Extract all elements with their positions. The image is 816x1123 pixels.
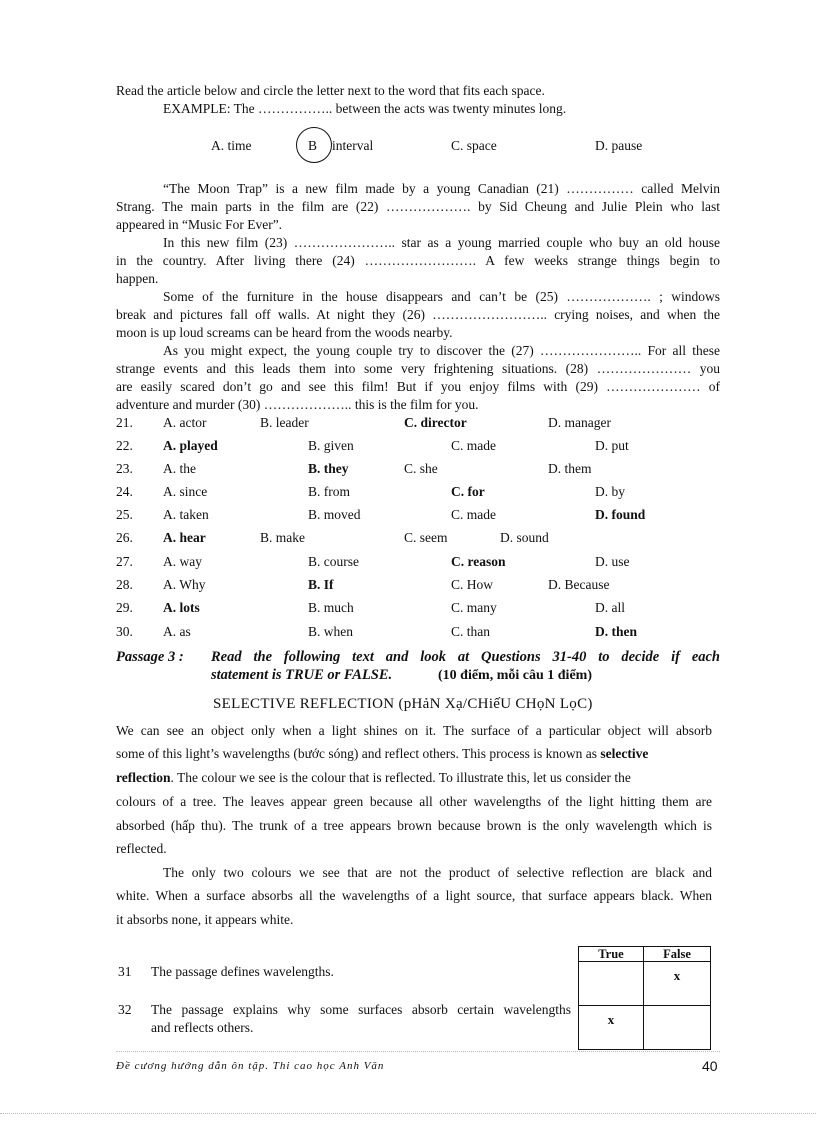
answer-option: C. many xyxy=(451,600,497,615)
answer-option-correct: D. then xyxy=(595,624,638,639)
answer-option: A. as xyxy=(163,624,191,639)
answer-option: D. put xyxy=(595,438,629,453)
answer-option: D. them xyxy=(548,461,592,476)
passage-instruction: Read the following text and look at Questions 31-40 to decide if each xyxy=(211,649,720,665)
article-line: moon is up loud screams can be heard from the woods nearby. xyxy=(116,325,453,340)
score-note: (10 điểm, mỗi câu 1 điểm) xyxy=(438,668,592,683)
answer-option-correct: B. If xyxy=(308,577,334,592)
answer-option-correct: B. they xyxy=(308,461,349,476)
passage-title: SELECTIVE REFLECTION (pHảN Xạ/CHiếU CHọN LọC) xyxy=(213,696,593,712)
example-option-b: B xyxy=(308,138,318,153)
answer-option: A. the xyxy=(163,461,196,476)
answer-cell-true[interactable]: x xyxy=(579,1006,644,1050)
answer-option: B. from xyxy=(308,484,350,499)
reading-line: absorbed (hấp thu). The trunk of a tree appears brown because brown is the only wavelength which is xyxy=(116,818,712,833)
reading-line: reflected. xyxy=(116,841,167,856)
article-line: “The Moon Trap” is a new film made by a young Canadian (21) …………… called Melvin xyxy=(163,181,720,196)
answer-option-correct: C. for xyxy=(451,484,485,499)
selective-term: selective xyxy=(600,746,649,761)
article-line: are easily scared don’t go and see this film! But if you enjoy films with (29) ………………… of xyxy=(116,379,720,394)
answer-option: D. by xyxy=(595,484,625,499)
answer-option: C. made xyxy=(451,438,496,453)
answer-option: C. she xyxy=(404,461,438,476)
statement-number: 32 xyxy=(118,1002,132,1017)
answer-option: A. since xyxy=(163,484,208,499)
footer-divider xyxy=(116,1051,720,1052)
answer-option: C. made xyxy=(451,507,496,522)
reading-text: some of this light’s wavelengths (bước sóng) and reflect others. This process is known as xyxy=(116,746,597,761)
article-line: adventure and murder (30) ……………….. this is the film for you. xyxy=(116,397,479,412)
article-line: happen. xyxy=(116,271,159,286)
answer-option: A. Why xyxy=(163,577,206,592)
answer-option: C. How xyxy=(451,577,494,592)
statement-text: The passage defines wavelengths. xyxy=(151,964,334,979)
example-option-c: C. space xyxy=(451,138,497,153)
answer-option: B. moved xyxy=(308,507,361,522)
answer-option: D. Because xyxy=(548,577,610,592)
example-option-d: D. pause xyxy=(595,138,643,153)
reading-line: colours of a tree. The leaves appear green because all other wavelengths of the light hitting them are xyxy=(116,794,712,809)
statement-number: 31 xyxy=(118,964,132,979)
footer-title: Đề cương hướng dẫn ôn tập. Thi cao học Anh Văn xyxy=(116,1060,385,1072)
answer-option: B. make xyxy=(260,530,305,545)
answer-option: C. than xyxy=(451,624,490,639)
true-header: True xyxy=(579,947,644,962)
article-line: As you might expect, the young couple try to discover the (27) ………………….. For all these xyxy=(163,343,720,358)
answer-option: B. given xyxy=(308,438,354,453)
answer-option: A. taken xyxy=(163,507,209,522)
question-number: 22. xyxy=(116,438,133,453)
question-number: 30. xyxy=(116,624,133,639)
answer-option-correct: A. lots xyxy=(163,600,200,615)
true-false-table xyxy=(578,946,711,1050)
answer-option: D. all xyxy=(595,600,625,615)
answer-cell-false[interactable]: x xyxy=(644,962,711,1006)
passage-label: Passage 3 : xyxy=(116,649,184,665)
example-option-a: A. time xyxy=(211,138,252,153)
article-line: Some of the furniture in the house disappears and can’t be (25) ………………. ; windows xyxy=(163,289,720,304)
article-line: in the country. After living there (24) ……………………. A few weeks strange things begin to xyxy=(116,253,720,268)
example-sentence: EXAMPLE: The …………….. between the acts was twenty minutes long. xyxy=(163,101,567,116)
answer-option-correct: C. reason xyxy=(451,554,506,569)
article-line: break and pictures fall off walls. At night they (26) …………………….. crying noises, and when the xyxy=(116,307,720,322)
question-number: 24. xyxy=(116,484,133,499)
page-number: 40 xyxy=(702,1058,718,1074)
question-number: 25. xyxy=(116,507,133,522)
passage-instruction-2: statement is TRUE or FALSE. xyxy=(211,667,393,683)
answer-option-correct: C. director xyxy=(404,415,467,430)
answer-option: D. use xyxy=(595,554,630,569)
reading-text: . The colour we see is the colour that is reflected. To illustrate this, let us consider the xyxy=(170,770,631,785)
reading-line xyxy=(116,766,631,790)
answer-option: A. way xyxy=(163,554,202,569)
question-number: 29. xyxy=(116,600,133,615)
reading-line: white. When a surface absorbs all the wavelengths of a light source, that surface appears black. When xyxy=(116,888,712,903)
answer-option-correct: D. found xyxy=(595,507,646,522)
question-number: 21. xyxy=(116,415,133,430)
answer-option: B. course xyxy=(308,554,359,569)
question-number: 23. xyxy=(116,461,133,476)
answer-option: B. when xyxy=(308,624,353,639)
answer-cell-false[interactable] xyxy=(644,1006,711,1050)
statement-text-2: and reflects others. xyxy=(151,1020,254,1035)
article-line: appeared in “Music For Ever”. xyxy=(116,217,283,232)
answer-option: A. actor xyxy=(163,415,207,430)
question-number: 28. xyxy=(116,577,133,592)
reading-line: The only two colours we see that are not the product of selective reflection are black and xyxy=(163,865,712,880)
article-line: In this new film (23) ………………….. star as a young married couple who buy an old house xyxy=(163,235,720,250)
answer-cell-true[interactable] xyxy=(579,962,644,1006)
answer-option: D. manager xyxy=(548,415,611,430)
answer-option-correct: A. played xyxy=(163,438,218,453)
article-line: Strang. The main parts in the film are (22) ………………. by Sid Cheung and Julie Plein who last xyxy=(116,199,720,214)
reflection-term: reflection xyxy=(116,770,171,785)
false-header: False xyxy=(644,947,711,962)
reading-line: it absorbs none, it appears white. xyxy=(116,912,294,927)
page-bottom-divider xyxy=(0,1113,816,1114)
reading-line: We can see an object only when a light shines on it. The surface of a particular object will absorb xyxy=(116,723,712,738)
answer-option: B. much xyxy=(308,600,354,615)
article-line: strange events and this leads them into some very frightening situations. (28) ………………… you xyxy=(116,361,720,376)
answer-option-correct: A. hear xyxy=(163,530,206,545)
answer-option: C. seem xyxy=(404,530,448,545)
answer-option: B. leader xyxy=(260,415,309,430)
question-number: 26. xyxy=(116,530,133,545)
statement-text: The passage explains why some surfaces absorb certain wavelengths xyxy=(151,1002,571,1017)
reading-line xyxy=(116,742,648,766)
question-number: 27. xyxy=(116,554,133,569)
instruction: Read the article below and circle the letter next to the word that fits each space. xyxy=(116,83,545,98)
answer-option: D. sound xyxy=(500,530,549,545)
example-option-b-word: interval xyxy=(332,138,374,153)
